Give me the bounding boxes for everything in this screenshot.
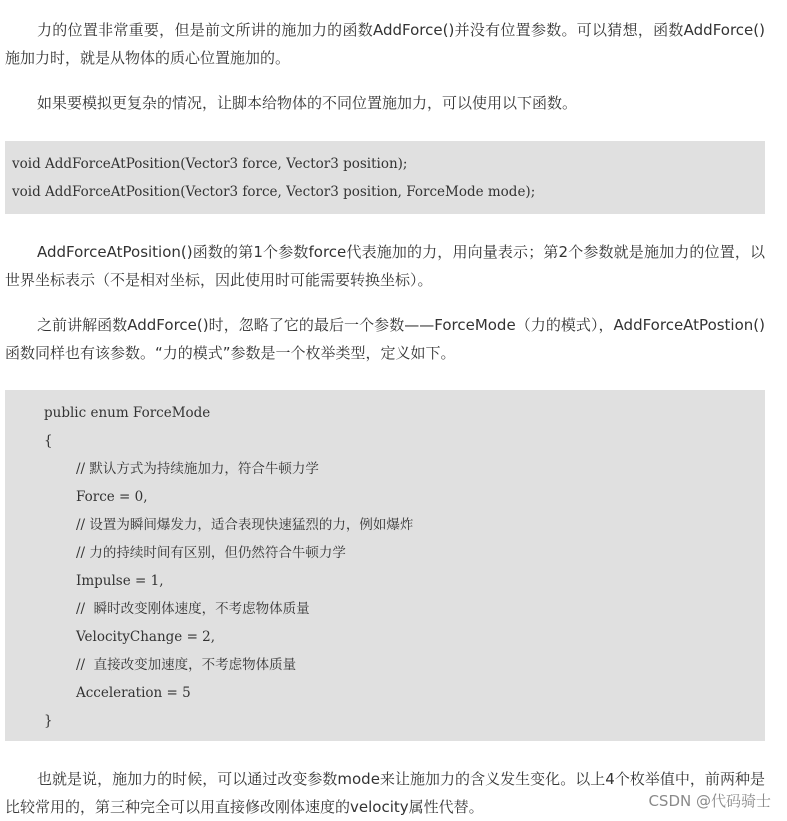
paragraph-complex-case: 如果要模拟更复杂的情况，让脚本给物体的不同位置施加力，可以使用以下函数。 <box>37 94 578 112</box>
paragraph-parameters: AddForceAtPosition()函数的第1个参数force代表施加的力，用向量表示；第2个参数就是施加力的位置，以世界坐标表示（不是相对坐标，因此使用时可能需要转换坐标）。 <box>5 243 765 289</box>
code-line: // 默认方式为持续施加力，符合牛顿力学 <box>76 461 319 477</box>
code-line: VelocityChange = 2, <box>76 629 216 645</box>
paragraph-mode-summary: 也就是说，施加力的时候，可以通过改变参数mode来让施加力的含义发生变化。以上4个枚举值中，前两种是比较常用的，第三种完全可以用直接修改刚体速度的velocity属性代替。 <box>5 770 765 816</box>
code-block-addforceatposition <box>5 141 765 214</box>
csdn-watermark: CSDN @代码骑士 <box>648 792 771 810</box>
code-line: // 直接改变加速度，不考虑物体质量 <box>76 657 297 673</box>
code-block-forcemode-enum <box>5 390 765 741</box>
code-line: void AddForceAtPosition(Vector3 force, Vector3 position); <box>12 156 408 172</box>
code-line: Acceleration = 5 <box>76 685 191 701</box>
code-line: { <box>44 433 53 449</box>
paragraph-addforce-position: 力的位置非常重要，但是前文所讲的施加力的函数AddForce()并没有位置参数。可以猜想，函数AddForce()施加力时，就是从物体的质心位置施加的。 <box>5 21 765 67</box>
code-line: Impulse = 1, <box>76 573 164 589</box>
code-line: public enum ForceMode <box>44 405 211 421</box>
code-line: void AddForceAtPosition(Vector3 force, Vector3 position, ForceMode mode); <box>12 184 536 200</box>
code-line: Force = 0, <box>76 489 148 505</box>
code-line: // 瞬时改变刚体速度，不考虑物体质量 <box>76 601 310 617</box>
paragraph-forcemode: 之前讲解函数AddForce()时，忽略了它的最后一个参数——ForceMode（力的模式），AddForceAtPostion()函数同样也有该参数。“力的模式”参数是一个枚举类型，定义如下。 <box>5 316 765 362</box>
code-line: // 设置为瞬间爆发力，适合表现快速猛烈的力，例如爆炸 <box>76 517 414 533</box>
code-line: } <box>44 713 53 729</box>
code-line: // 力的持续时间有区别，但仍然符合牛顿力学 <box>76 545 346 561</box>
